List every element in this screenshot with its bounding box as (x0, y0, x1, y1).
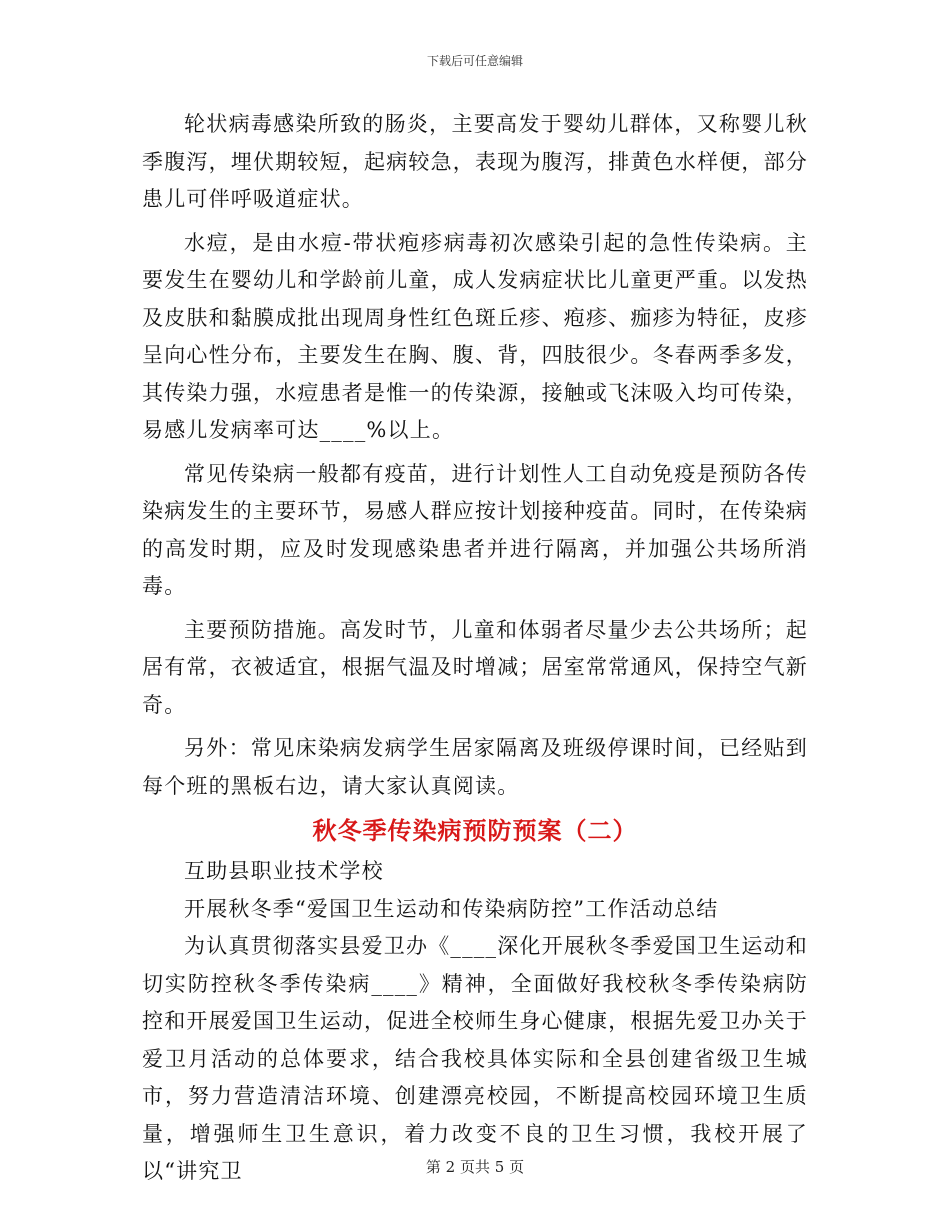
school-name: 互助县职业技术学校 (184, 859, 384, 883)
paragraph-summary: 为认真贯彻落实县爱卫办《____深化开展秋冬季爱国卫生运动和切实防控秋冬季传染病____》精神，全面做好我校秋冬季传染病防控和开展爱国卫生运动，促进全校师生身心健康，根据先爱卫办关于爱卫月活动的总体要求，结合我校具体实际和全县创建省级卫生城市，努力营造清洁环境、创建漂亮校园，不断提高校园环境卫生质量，增强师生卫生意识，着力改变不良的卫生习惯，我校开展了以“讲究卫 (142, 934, 808, 1183)
paragraph-prevention-measures: 主要预防措施。高发时节，儿童和体弱者尽量少去公共场所；起居有常，衣被适宜，根据气温及时增减；居室常常通风，保持空气新奇。 (142, 617, 808, 717)
paragraph-notice: 另外：常见床染病发病学生居家隔离及班级停课时间，已经贴到每个班的黑板右边，请大家认真阅读。 (142, 736, 808, 798)
paragraph-rotavirus: 轮状病毒感染所致的肠炎，主要高发于婴幼儿群体，又称婴儿秋季腹泻，埋伏期较短，起病较急，表现为腹泻，排黄色水样便，部分患儿可伴呼吸道症状。 (142, 112, 808, 211)
paragraph-chickenpox: 水痘，是由水痘-带状疱疹病毒初次感染引起的急性传染病。主要发生在婴幼儿和学龄前儿童，成人发病症状比儿童更严重。以发热及皮肤和黏膜成批出现周身性红色斑丘疹、疱疹、痂疹为特征，皮疹呈向心性分布，主要发生在胸、腹、背，四肢很少。冬春两季多发，其传染力强，水痘患者是惟一的传染源，接触或飞沫吸入均可传染，易感儿发病率可达____%以上。 (142, 230, 808, 442)
page-header-note: 下载后可任意编辑 (426, 54, 523, 68)
section-title: 秋冬季传染病预防预案（二） (312, 816, 638, 845)
document-body (142, 106, 808, 1191)
section-subtitle: 开展秋冬季“爱国卫生运动和传染病防控”工作活动总结 (184, 896, 719, 921)
page-number: 第 2 页共 5 页 (425, 1158, 525, 1176)
paragraph-vaccination: 常见传染病一般都有疫苗，进行计划性人工自动免疫是预防各传染病发生的主要环节，易感人群应按计划接种疫苗。同时，在传染病的高发时期，应及时发现感染患者并进行隔离，并加强公共场所消毒。 (142, 461, 808, 598)
